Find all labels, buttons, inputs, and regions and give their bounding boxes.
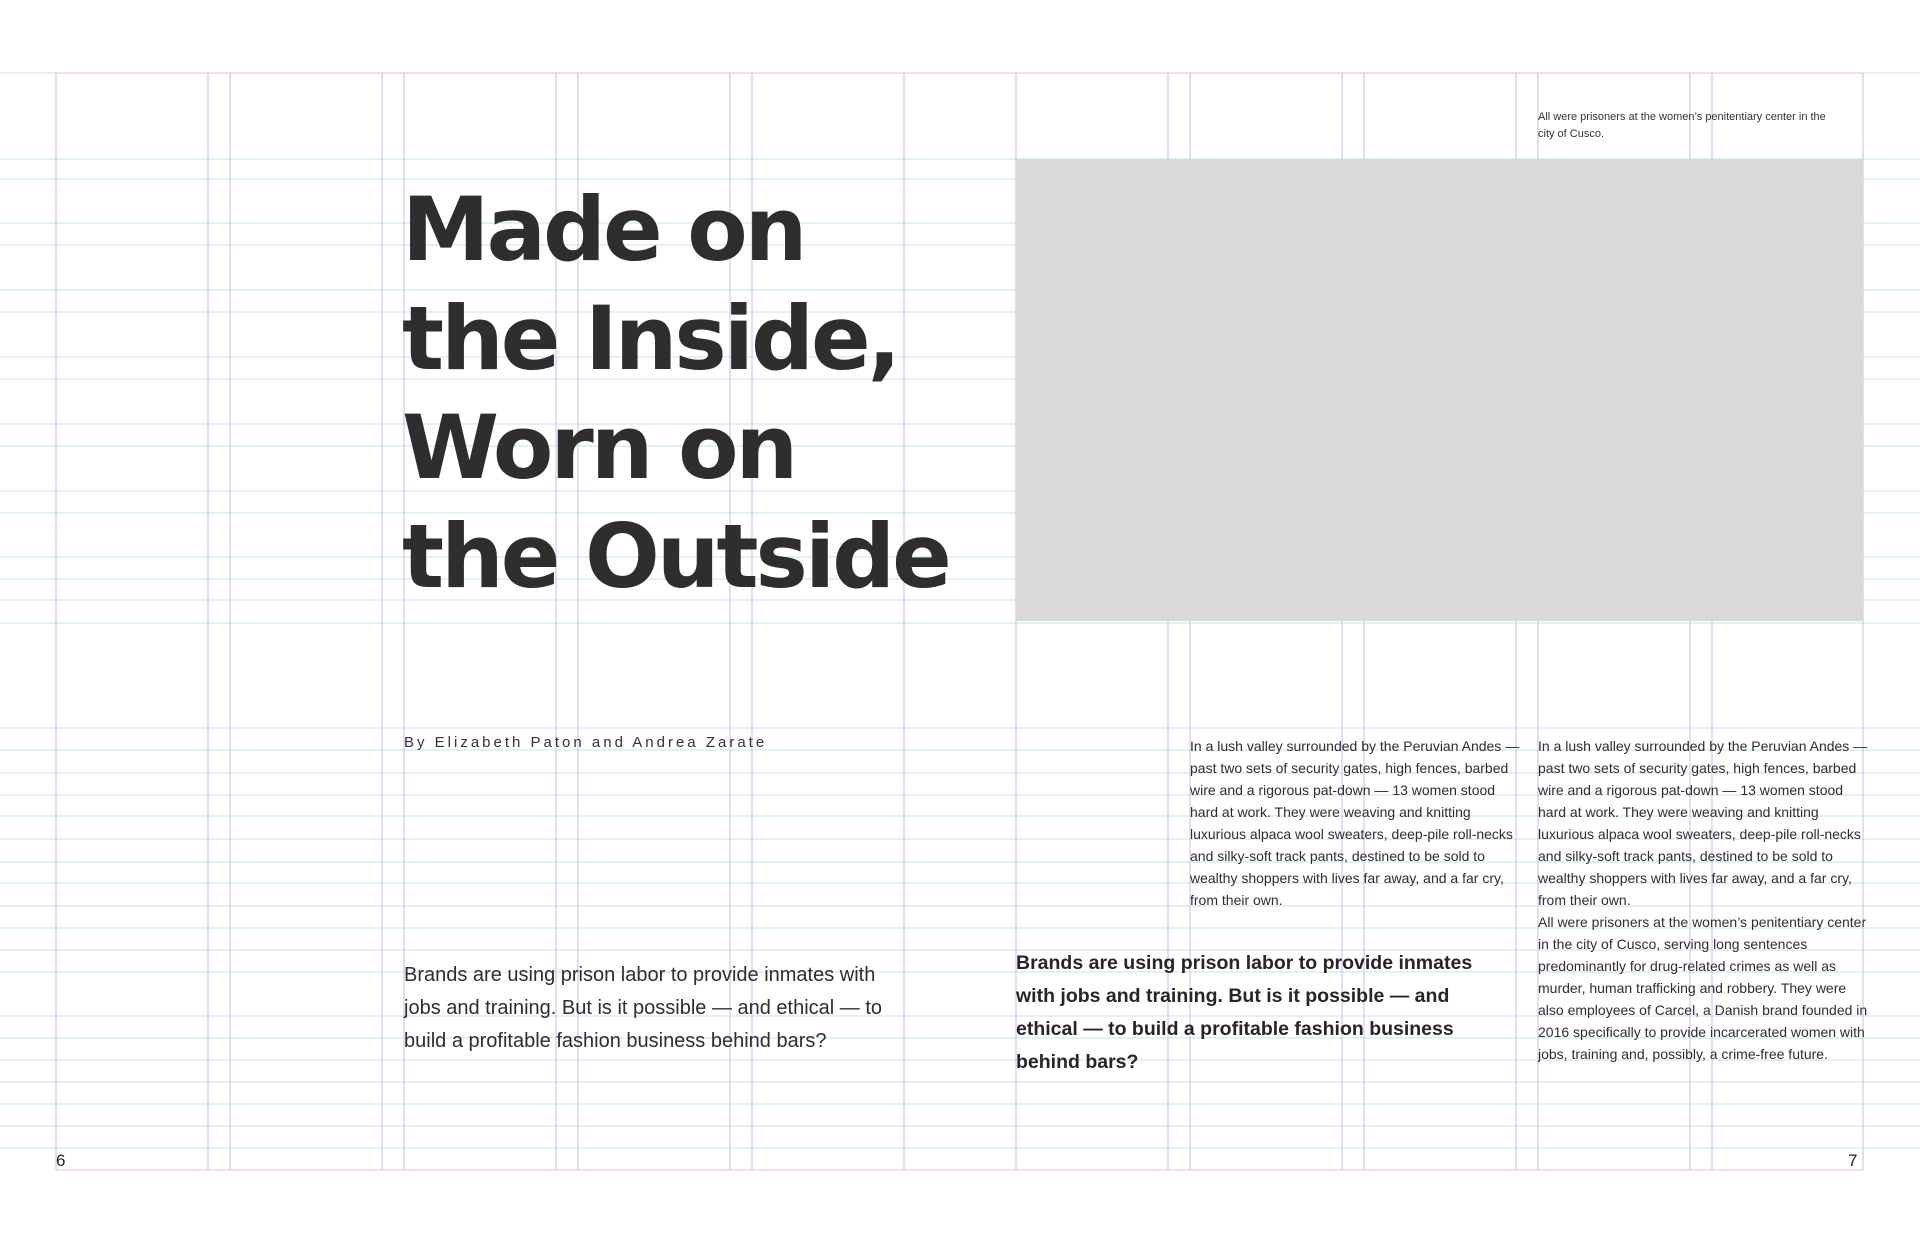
byline: By Elizabeth Paton and Andrea Zarate — [404, 734, 768, 751]
body-paragraph: All were prisoners at the women’s penitentiary center in the city of Cusco, serving long sentences predominantly for drug-related crimes as well as murder, human trafficking and robbery. They were also employees of Carcel, a Danish brand founded in 2016 specifically to provide incarcerated women with jobs, training and, possibly, a crime-free future. — [1538, 914, 1868, 1062]
page-number-right: 7 — [1848, 1151, 1858, 1170]
body-column-1 — [1190, 735, 1520, 911]
page-number-left: 6 — [56, 1151, 66, 1170]
headline — [402, 175, 949, 611]
body-paragraph: In a lush valley surrounded by the Peruvian Andes — past two sets of security gates, high fences, barbed wire and a rigorous pat-down — 13 women stood hard at work. They were weaving and knitting luxurious alpaca wool sweaters, deep-pile roll-necks and silky-soft track pants, destined to be sold to wealthy shoppers with lives far away, and a far cry, from their own. — [1190, 738, 1520, 908]
deck-left: Brands are using prison labor to provide inmates with jobs and training. But is it possible — and ethical — to build a profitable fashion business behind bars? — [404, 964, 883, 1052]
body-paragraph: In a lush valley surrounded by the Peruvian Andes — past two sets of security gates, high fences, barbed wire and a rigorous pat-down — 13 women stood hard at work. They were weaving and knitting luxurious alpaca wool sweaters, deep-pile roll-necks and silky-soft track pants, destined to be sold to wealthy shoppers with lives far away, and a far cry, from their own. — [1538, 738, 1868, 908]
image-caption: All were prisoners at the women’s penitentiary center in the city of Cusco. — [1538, 111, 1826, 140]
deck-right: Brands are using prison labor to provide inmates with jobs and training. But is it possible — and ethical — to build a profitable fashion business behind bars? — [1016, 952, 1473, 1073]
headline-line: Made on — [402, 178, 805, 281]
headline-line: the Inside, — [402, 287, 899, 390]
headline-line: the Outside — [402, 505, 949, 608]
image-placeholder — [1016, 159, 1863, 621]
headline-line: Worn on — [402, 396, 796, 499]
body-column-2 — [1538, 735, 1868, 1065]
